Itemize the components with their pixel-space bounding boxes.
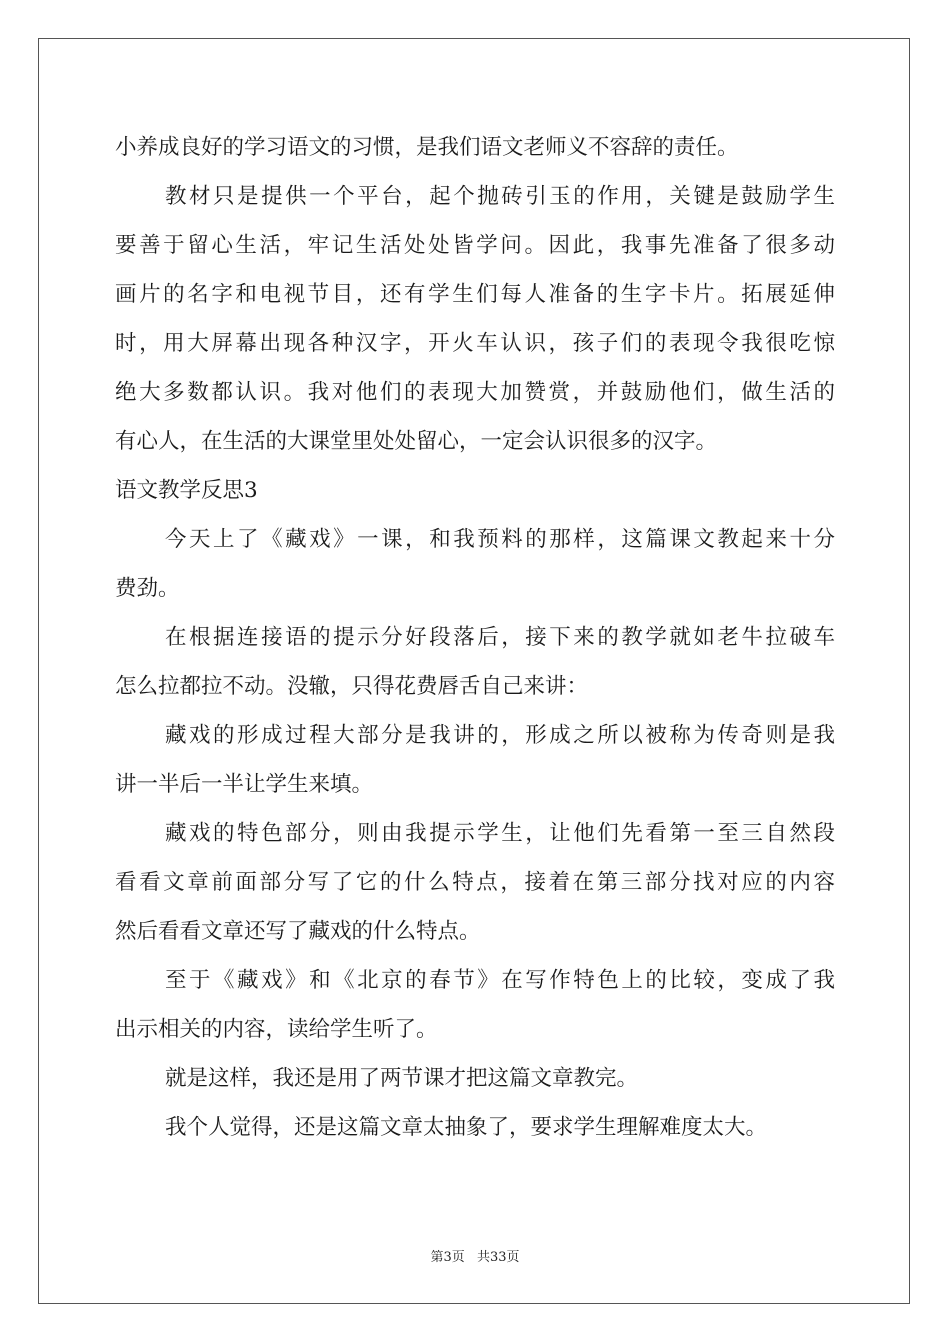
text-line: 要善于留心生活，牢记生活处处皆学问。因此，我事先准备了很多动 (115, 233, 835, 258)
text-line: 讲一半后一半让学生来填。 (115, 772, 374, 797)
text-line: 就是这样，我还是用了两节课才把这篇文章教完。 (165, 1066, 639, 1091)
text-line: 画片的名字和电视节目，还有学生们每人准备的生字卡片。拓展延伸 (115, 282, 835, 307)
text-line: 有心人，在生活的大课堂里处处留心，一定会认识很多的汉字。 (115, 429, 718, 454)
text-line: 我个人觉得，还是这篇文章太抽象了，要求学生理解难度太大。 (165, 1115, 768, 1140)
text-line: 然后看看文章还写了藏戏的什么特点。 (115, 919, 481, 944)
text-line: 出示相关的内容，读给学生听了。 (115, 1017, 438, 1042)
text-line: 语文教学反思3 (115, 478, 258, 503)
text-line: 绝大多数都认识。我对他们的表现大加赞赏，并鼓励他们，做生活的 (115, 380, 835, 405)
text-line: 今天上了《藏戏》一课，和我预料的那样，这篇课文教起来十分 (165, 527, 835, 552)
page-footer (0, 1246, 950, 1265)
document-body (115, 127, 835, 1156)
text-line: 教材只是提供一个平台，起个抛砖引玉的作用，关键是鼓励学生 (165, 184, 835, 209)
page-number: 第3页 (430, 1250, 465, 1265)
text-line: 小养成良好的学习语文的习惯，是我们语文老师义不容辞的责任。 (115, 135, 739, 160)
text-line: 看看文章前面部分写了它的什么特点，接着在第三部分找对应的内容 (115, 870, 835, 895)
text-line: 藏戏的形成过程大部分是我讲的，形成之所以被称为传奇则是我 (165, 723, 835, 748)
text-line: 在根据连接语的提示分好段落后，接下来的教学就如老牛拉破车 (165, 625, 835, 650)
text-line: 藏戏的特色部分，则由我提示学生，让他们先看第一至三自然段 (165, 821, 835, 846)
text-line: 费劲。 (115, 576, 180, 601)
text-line: 至于《藏戏》和《北京的春节》在写作特色上的比较，变成了我 (165, 968, 835, 993)
text-line: 怎么拉都拉不动。没辙，只得花费唇舌自己来讲： (115, 674, 589, 699)
page-total: 共33页 (476, 1250, 520, 1265)
text-line: 时，用大屏幕出现各种汉字，开火车认识，孩子们的表现令我很吃惊 (115, 331, 835, 356)
